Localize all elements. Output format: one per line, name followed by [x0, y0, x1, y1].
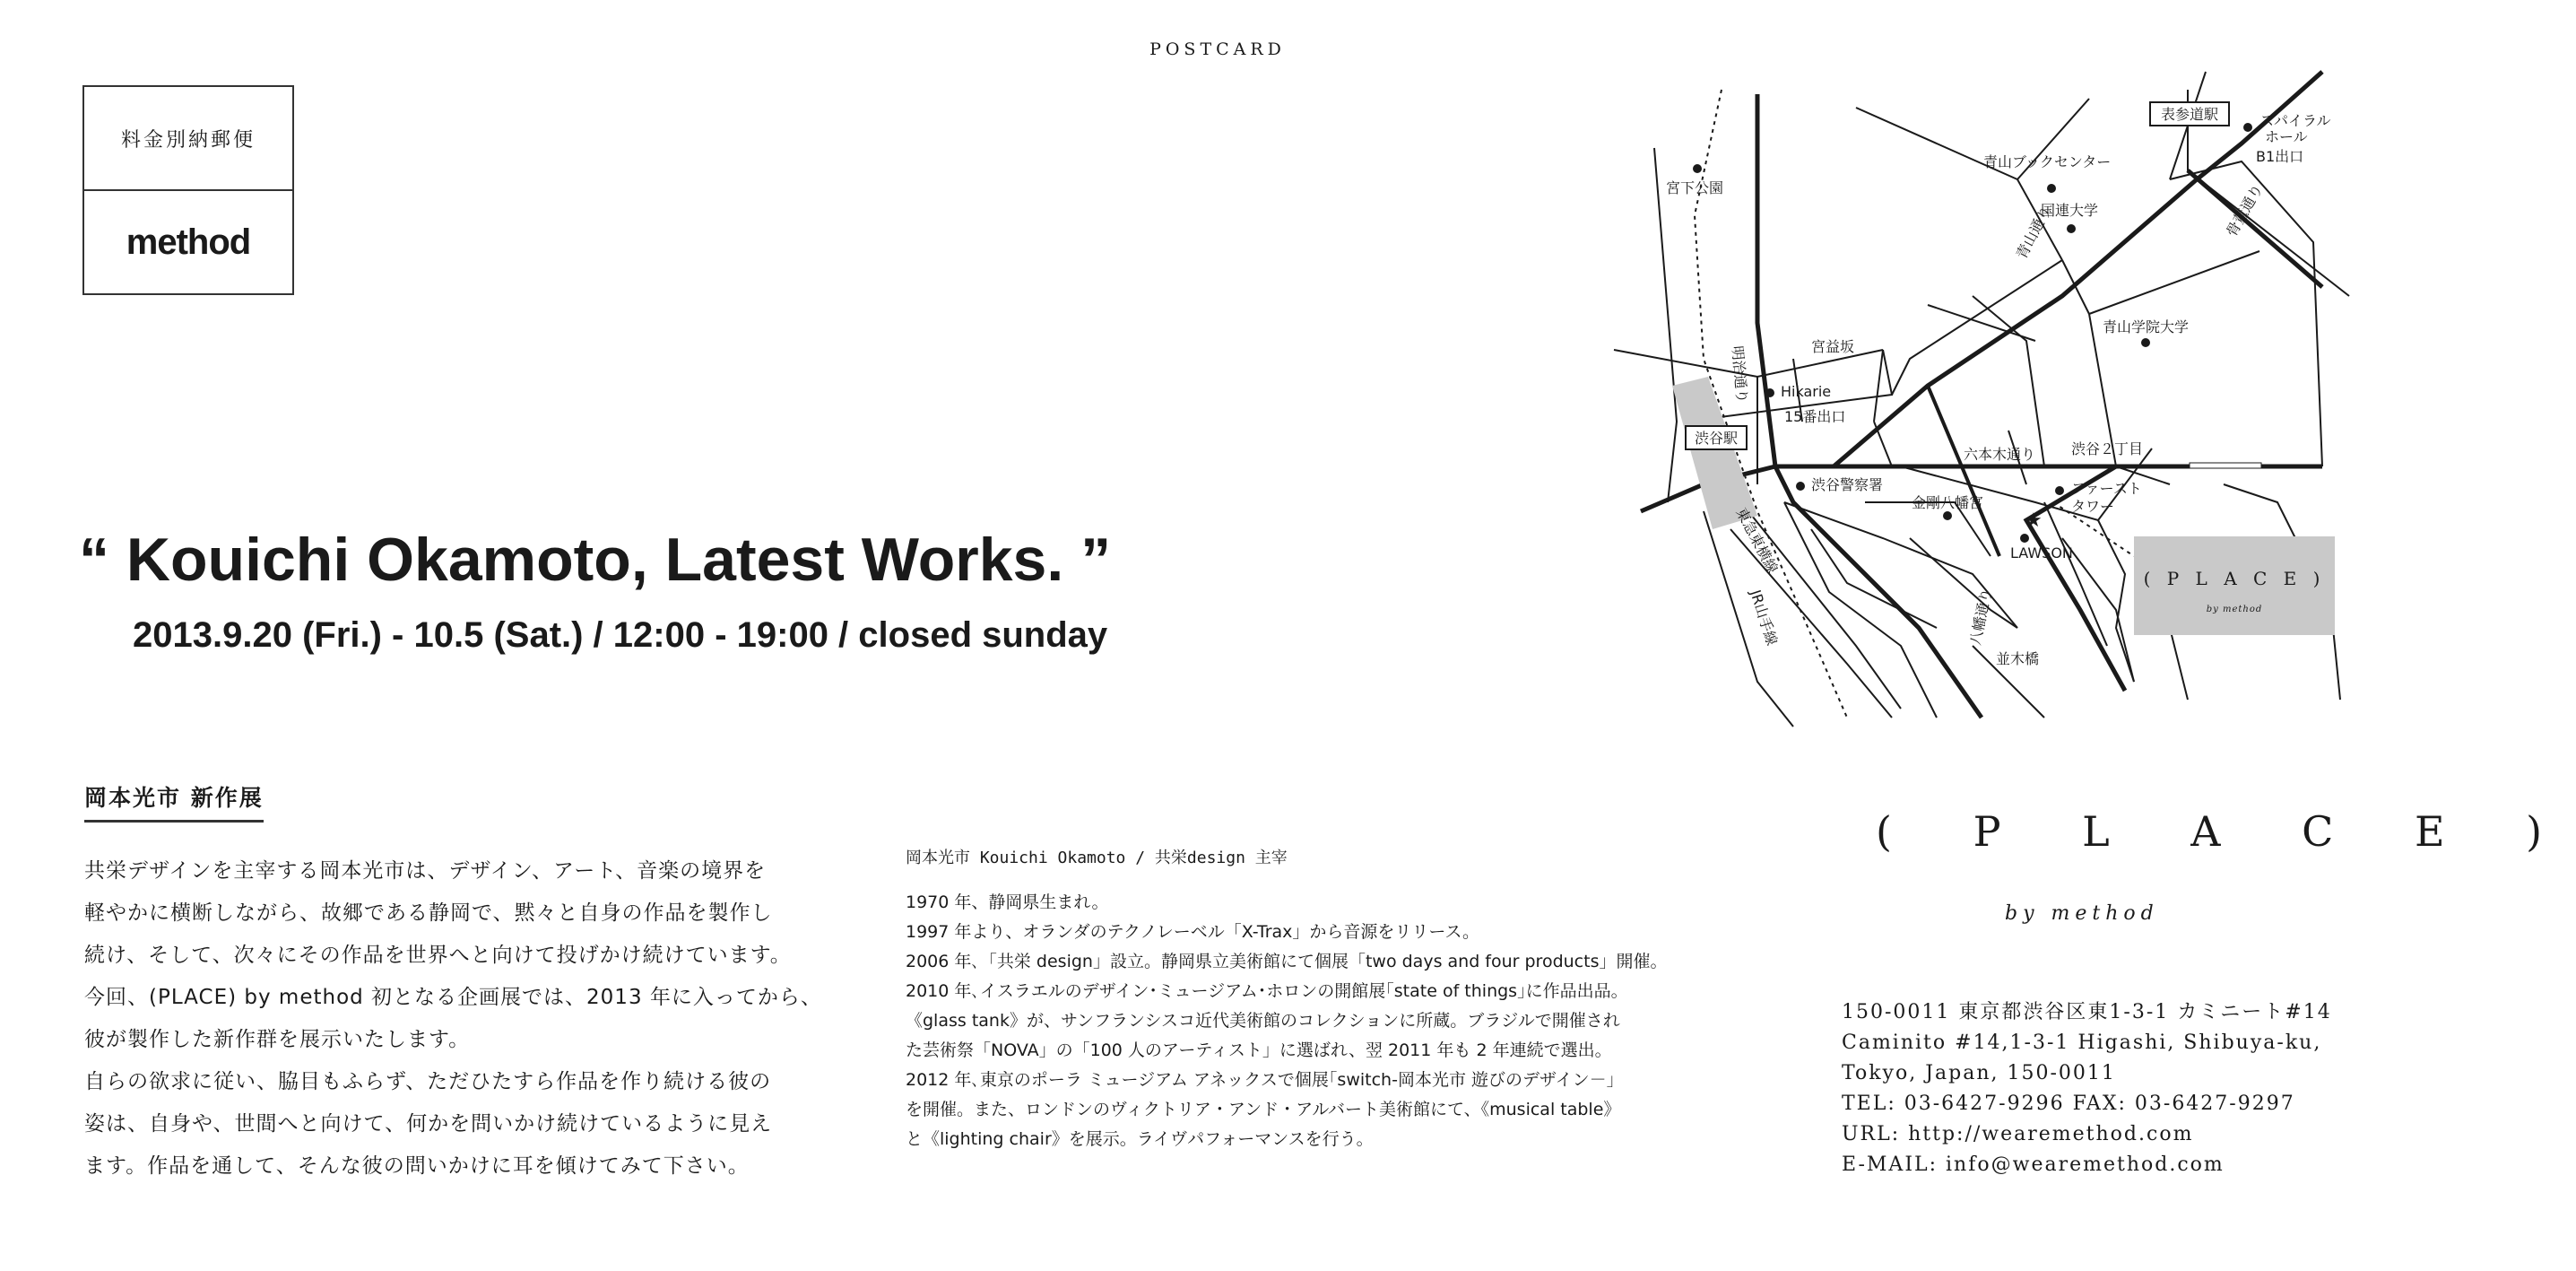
intro-line: 共栄デザインを主宰する岡本光市は、デザイン、アート、音楽の境界を: [84, 859, 767, 883]
map-label-lawson: LAWSON: [2010, 544, 2073, 562]
map-label-miyashita: 宮下公園: [1666, 179, 1724, 196]
email-address[interactable]: E-MAIL: info@wearemethod.com: [1842, 1153, 2225, 1176]
intro-line: 自らの欲求に従い、脇目もふらず、ただひたすら作品を作り続ける彼の: [84, 1070, 772, 1093]
intro-line: 姿は、自身や、世間へと向けて、何かを問いかけ続けているように見え: [84, 1112, 773, 1136]
website-url[interactable]: URL: http://wearemethod.com: [1842, 1123, 2194, 1145]
exhibition-dates: 2013.9.20 (Fri.) - 10.5 (Sat.) / 12:00 - 19:00 / closed sunday: [133, 615, 1108, 655]
map-label-aoyama-gakuin: 青山学院大学: [2103, 318, 2190, 335]
venue-address: [1842, 997, 2332, 1180]
postcard-label: POSTCARD: [1149, 39, 1286, 59]
access-map: [1578, 72, 2349, 736]
map-label-miyamasuzaka: 宮益坂: [1811, 338, 1855, 355]
bio-line: 2010 年､イスラエルのデザイン･ミュージアム･ホロンの開館展｢state of things｣に作品出品。: [906, 981, 1628, 1001]
map-place-box-label: ( P L A C E ): [2143, 568, 2326, 589]
map-label-toyoko: 東急東横線: [1732, 504, 1782, 577]
place-star-icon: ★: [2025, 509, 2043, 532]
exhibition-title-jp: 岡本光市 新作展: [84, 780, 264, 823]
intro-line: ます。作品を通して、そんな彼の問いかけに耳を傾けてみて下さい。: [84, 1154, 750, 1178]
map-label-exit15: 15番出口: [1784, 408, 1846, 425]
address-line-en: Caminito #14,1-3-1 Higashi, Shibuya-ku,: [1842, 1032, 2322, 1054]
map-label-un-univ: 国連大学: [2041, 202, 2099, 219]
bio-line: 1997 年より、オランダのテクノレーベル「X-Trax」から音源をリリース。: [906, 922, 1480, 942]
bio-line: と《lighting chair》を展示。ライヴパフォーマンスを行う。: [906, 1129, 1374, 1149]
phone-fax: TEL: 03-6427-9296 FAX: 03-6427-9297: [1842, 1093, 2295, 1115]
map-label-konno: 金剛八幡宮: [1912, 494, 1984, 511]
method-logo: method: [126, 222, 251, 262]
place-logo: ( P L A C E ): [1876, 807, 2576, 856]
map-label-hachiman-dori: 八幡通り: [1966, 587, 1996, 647]
map-label-meiji-dori: 明治通り: [1729, 344, 1751, 405]
address-line-jp: 150-0011 東京都渋谷区東1-3-1 カミニート#14: [1842, 1001, 2332, 1023]
map-label-hikarie: Hikarie: [1781, 383, 1832, 400]
map-label-hall: ホール: [2265, 128, 2308, 145]
intro-line: 彼が製作した新作群を展示いたします。: [84, 1028, 471, 1051]
map-label-first: ファースト: [2071, 480, 2142, 497]
bio-line: 《glass tank》が、サンフランシスコ近代美術館のコレクションに所蔵。ブラジルで開催され: [906, 1011, 1620, 1031]
bio-line: 2006 年､「共栄 design」設立。静岡県立美術館にて個展「two days and four products」開催。: [906, 952, 1668, 971]
intro-line: 軽やかに横断しながら、故郷である静岡で、黙々と自身の作品を製作し: [84, 901, 773, 925]
map-label-police: 渋谷警察署: [1811, 476, 1884, 493]
map-label-aoyama-dori: 青山通り: [2012, 203, 2055, 262]
intro-text: [84, 850, 837, 1188]
map-label-shibuya-station: 渋谷駅: [1694, 430, 1739, 447]
map-label-b1-exit: B1出口: [2256, 148, 2304, 165]
map-label-omotesando-station: 表参道駅: [2160, 106, 2219, 123]
postage-stamp-box: [82, 85, 294, 295]
map-label-kotto-dori: 骨董通り: [2223, 181, 2267, 239]
bio-line: 1970 年、静岡県生まれ。: [906, 892, 1109, 912]
address-line-en: Tokyo, Japan, 150-0011: [1842, 1062, 2116, 1084]
map-label-yamanote: JR山手線: [1747, 588, 1781, 648]
map-label-aoyama-book: 青山ブックセンター: [1983, 153, 2112, 170]
bio-line: た芸術祭「NOVA」の「100 人のアーティスト」に選ばれ、翌 2011 年も 2 年連続で選出。: [906, 1040, 1612, 1060]
place-byline: by method: [2005, 902, 2159, 925]
postage-paid-label: 料金別納郵便: [84, 87, 292, 191]
bio-heading: 岡本光市 Kouichi Okamoto / 共栄design 主宰: [906, 849, 1288, 867]
bio-text: [906, 888, 1667, 1154]
bio-line: 2012 年､東京のポーラ ミュージアム アネックスで個展｢switch-岡本光市 遊びのデザイン－」: [906, 1070, 1624, 1090]
map-label-tower: タワー: [2071, 498, 2115, 515]
map-place-box-byline: by method: [2206, 605, 2263, 614]
map-label-namikibashi: 並木橋: [1996, 650, 2040, 667]
intro-line: 続け、そして、次々にその作品を世界へと向けて投げかけ続けています。: [84, 944, 792, 967]
exhibition-headline: “ Kouichi Okamoto, Latest Works. ”: [79, 526, 1112, 594]
intro-line: 今回、(PLACE) by method 初となる企画展では、2013 年に入ってから、: [84, 986, 822, 1009]
bio-line: を開催。また、ロンドンのヴィクトリア・アンド・アルバート美術館にて、《musical table》: [906, 1100, 1621, 1119]
map-label-spiral: スパイラル: [2259, 112, 2331, 129]
map-label-shibuya-2chome: 渋谷２丁目: [2071, 440, 2144, 457]
map-label-roppongi-dori: 六本木通り: [1964, 446, 2036, 463]
